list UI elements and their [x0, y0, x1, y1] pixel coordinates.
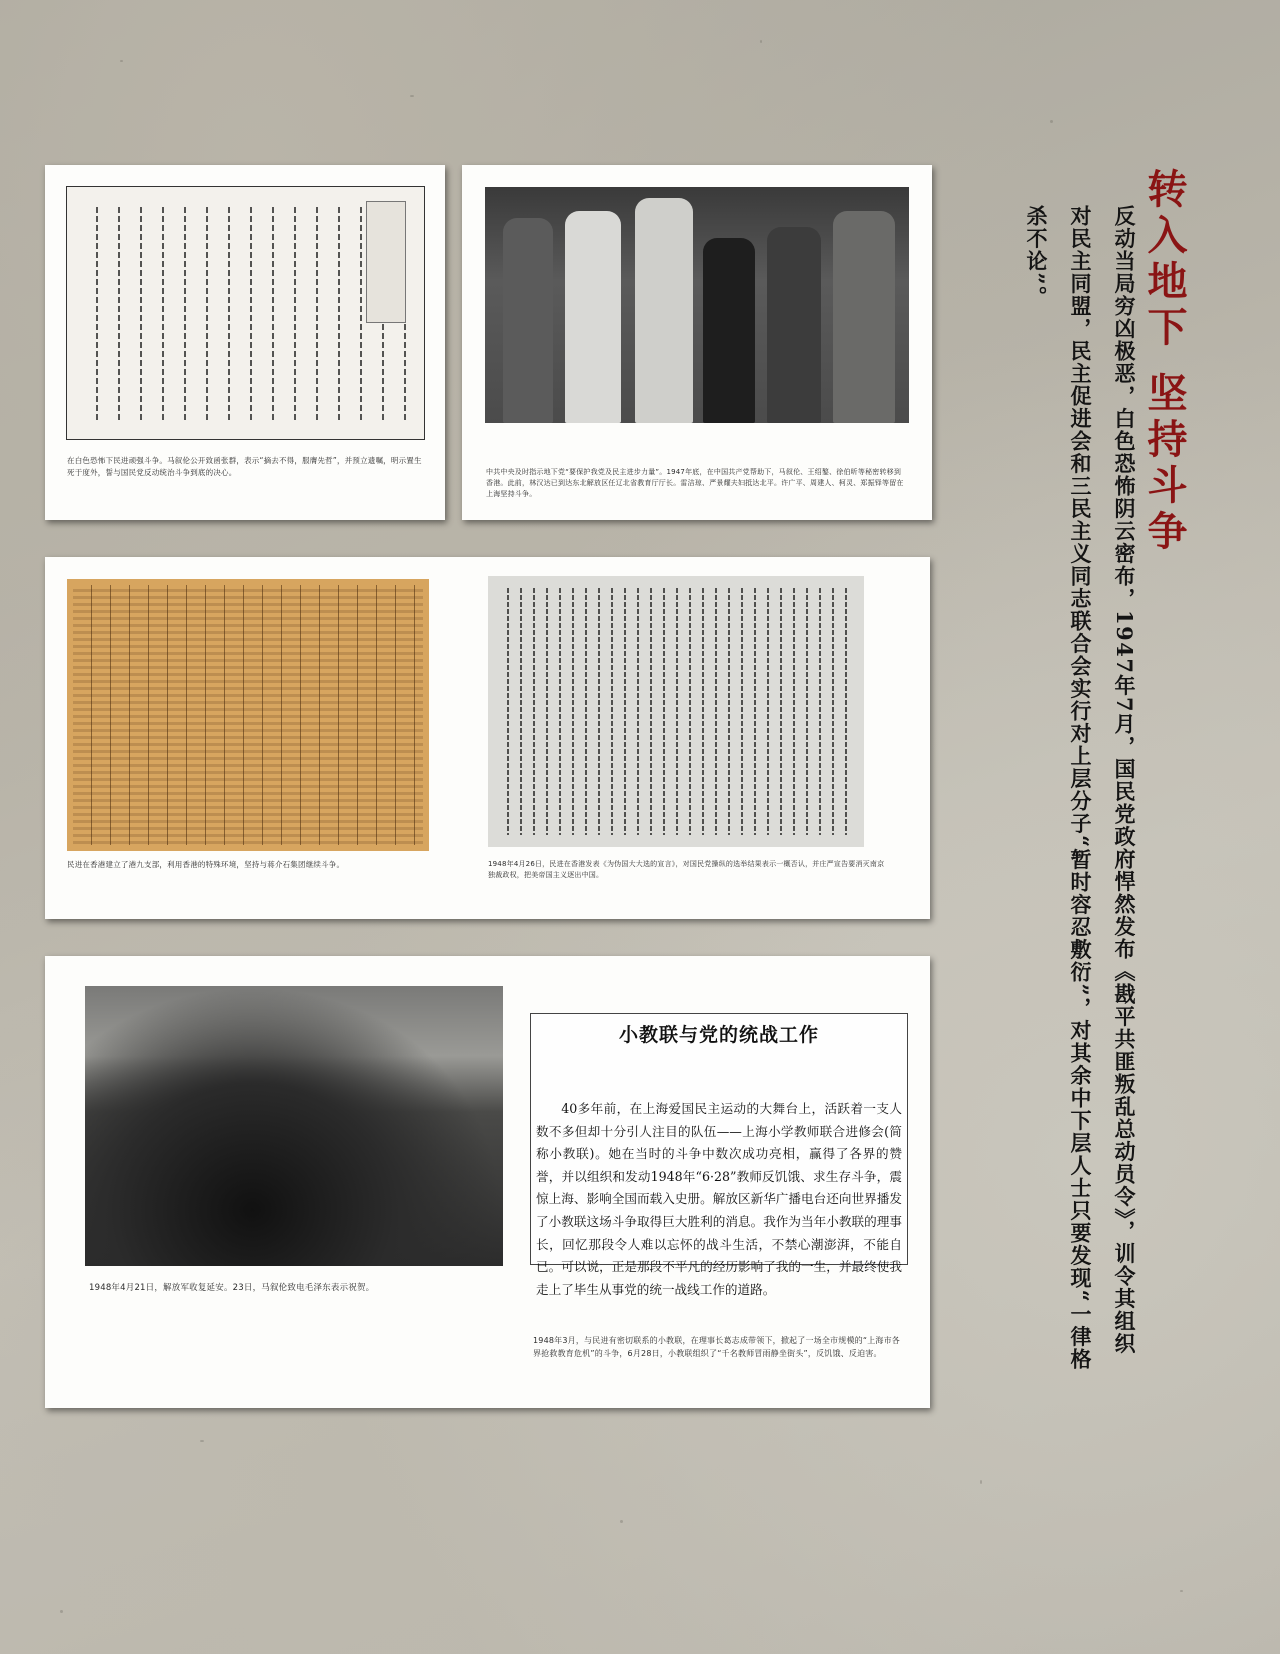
top-right-panel [462, 165, 932, 520]
article-title: 小教联与党的统战工作 [618, 1024, 819, 1046]
paper-speck [410, 95, 414, 97]
soldiers-entering-yanan-photo [85, 986, 503, 1266]
paper-speck [1050, 120, 1053, 123]
declaration-document-image [488, 576, 864, 847]
paper-speck [980, 1480, 982, 1484]
yanan-photo-caption: 1948年4月21日，解放军收复延安。23日，马叙伦致电毛泽东表示祝贺。 [89, 1283, 375, 1293]
page-title: 转入地下 坚持斗争 [1141, 168, 1187, 556]
article-excerpt-box [530, 1013, 908, 1297]
group-portrait-photo [485, 187, 909, 423]
membership-form-caption: 民进在香港建立了港九支部，利用香港的特殊环境，坚持与蒋介石集团继续斗争。 [67, 860, 345, 869]
middle-panel [45, 557, 930, 919]
top-left-panel [45, 165, 445, 520]
declaration-caption: 1948年4月26日，民进在香港发表《为伪国大大选的宣言》，对国民党操纵的选举结果表示一概否认，并庄严宣告要消灭南京独裁政权，把美帝国主义逐出中国。 [488, 860, 885, 879]
membership-form-image [67, 579, 429, 851]
paper-speck [760, 40, 762, 43]
group-photo-caption: 中共中央及时指示地下党“要保护我党及民主进步力量”。1947年底，在中国共产党帮助下，马叙伦、王绍鏊、徐伯昕等秘密转移到香港。此前，林汉达已到达东北解放区任辽北省教育厅厅长。雷洁琼、严景耀夫妇抵达北平。许广平、周建人、柯灵、郑振铎等留在上海坚持斗争。 [486, 468, 904, 498]
manuscript-letter-image [66, 186, 425, 440]
bottom-panel [45, 956, 930, 1408]
manuscript-caption: 在白色恐怖下民进顽强斗争。马叙伦公开致函张群，表示“摘去不得，服膺先哲”，并预立遗嘱，明示置生死于度外，誓与国民党反动统治斗争到底的决心。 [67, 456, 422, 477]
paper-speck [60, 1610, 63, 1613]
article-body: 40多年前，在上海爱国民主运动的大舞台上，活跃着一支人数不多但却十分引人注目的队伍——上海小学教师联合进修会(简称小教联)。她在当时的斗争中数次成功亮相，赢得了各界的赞誉，并以组织和发动1948年“6·28”教师反饥饿、求生存斗争，震惊上海、影响全国而载入史册。解放区新华广播电台还向世界播发了小教联这场斗争取得巨大胜利的消息。我作为当年小教联的理事长，回忆那段令人难以忘怀的战斗生活，不禁心潮澎湃，不能自已。可以说，正是那段不平凡的经历影响了我的一生，并最终使我走上了毕生从事党的统一战线工作的道路。 [536, 1101, 902, 1297]
paper-speck [120, 60, 123, 62]
paper-speck [200, 1440, 204, 1442]
paper-speck [1180, 1590, 1183, 1592]
teachers-strike-caption: 1948年3月，与民进有密切联系的小教联，在理事长葛志成带领下，掀起了一场全市规模的“上海市各界抢救教育危机”的斗争，6月28日，小教联组织了“千名教师冒雨静坐街头”，反饥饿、反迫害。 [533, 1336, 900, 1358]
paper-speck [620, 1520, 623, 1523]
intro-text: 反动当局穷凶极恶，白色恐怖阴云密布，1947年7月，国民党政府悍然发布《戡平共匪叛乱总动员令》，训令其组织对民主同盟，民主促进会和三民主义同志联合会实行对上层分子“暂时容忍敷衍”，对其余中下层人士只要发现“一律格杀不论”。 [1024, 205, 1137, 1371]
